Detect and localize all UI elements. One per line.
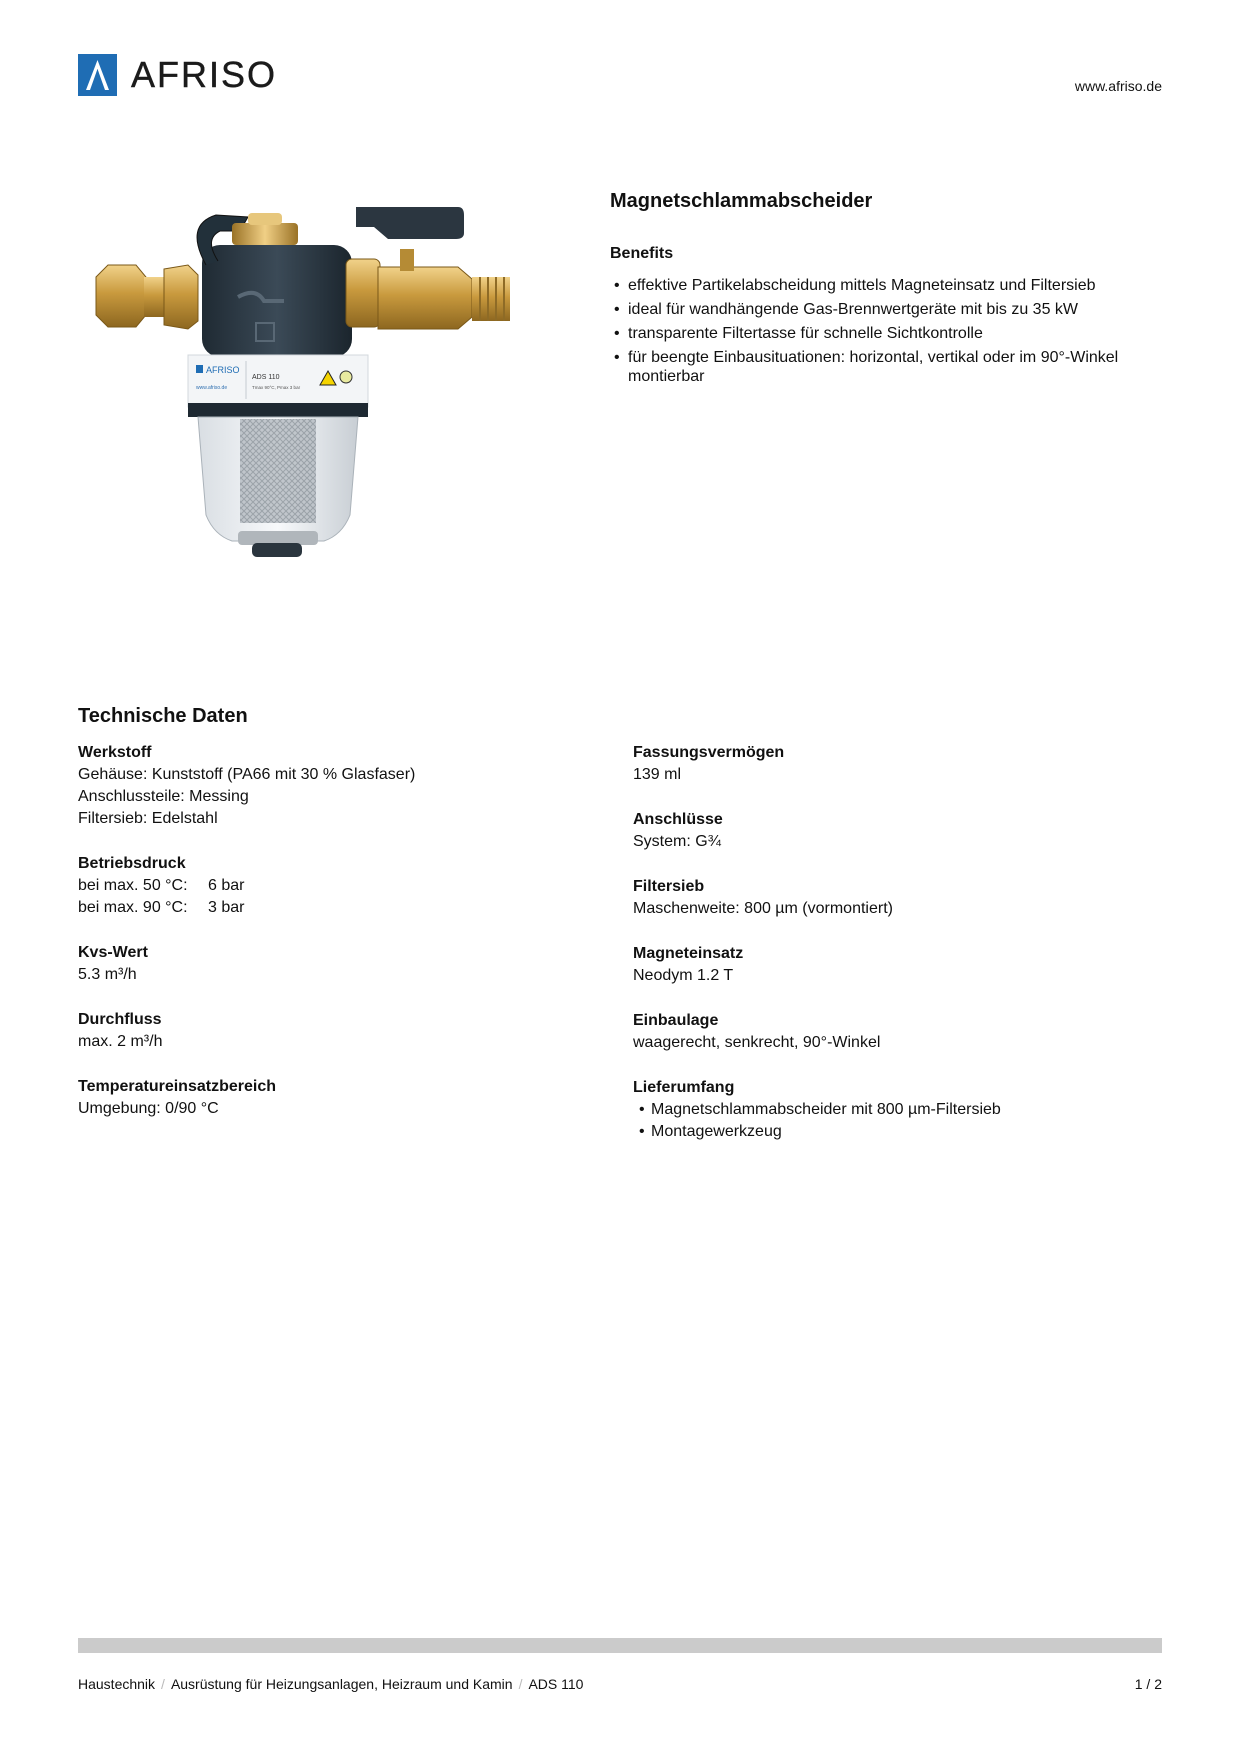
pressure-condition: bei max. 90 °C: (78, 899, 188, 916)
spec-label: Filtersieb (633, 878, 705, 895)
spec-value: Umgebung: 0/90 °C (78, 1100, 219, 1117)
spec-betriebsdruck (78, 853, 598, 919)
spec-value: 5.3 m³/h (78, 966, 137, 983)
spec-value: 139 ml (633, 766, 682, 783)
benefits-heading: Benefits (610, 245, 674, 262)
spec-label: Durchfluss (78, 1011, 162, 1028)
website-url[interactable]: www.afriso.de (1074, 78, 1162, 94)
spec-label: Lieferumfang (633, 1079, 735, 1096)
spec-value: max. 2 m³/h (78, 1033, 163, 1050)
photo-label-url: www.afriso.de (196, 385, 228, 391)
benefit-item: • transparente Filtertasse für schnelle Sichtkontrolle (610, 324, 1170, 343)
spec-filtersieb (633, 876, 1153, 920)
brand-logo (78, 54, 277, 96)
pressure-condition: bei max. 50 °C: (78, 877, 188, 894)
pressure-row (78, 897, 598, 919)
breadcrumb-item[interactable]: Haustechnik (78, 1676, 156, 1692)
breadcrumb-separator: / (518, 1676, 523, 1692)
spec-value: System: G¾ (633, 833, 722, 850)
product-title: Magnetschlammabscheider (610, 190, 873, 212)
spec-value: Filtersieb: Edelstahl (78, 810, 218, 827)
spec-durchfluss (78, 1009, 598, 1053)
product-photo (88, 205, 580, 627)
spec-label: Fassungsvermögen (633, 744, 785, 761)
benefit-item: • ideal für wandhängende Gas-Brennwertgeräte mit bis zu 35 kW (610, 300, 1170, 319)
pressure-value: 3 bar (208, 899, 245, 916)
benefit-item: • für beengte Einbausituationen: horizontal, vertikal oder im 90°-Winkel montierbar (610, 348, 1170, 386)
spec-label: Kvs-Wert (78, 944, 148, 961)
pressure-row (78, 875, 598, 897)
afriso-logo-icon (78, 54, 117, 96)
footer-divider-bar (78, 1638, 1162, 1653)
spec-lieferumfang (633, 1077, 1153, 1143)
breadcrumb (78, 1676, 583, 1692)
pressure-value: 6 bar (208, 877, 245, 894)
breadcrumb-item[interactable]: ADS 110 (528, 1676, 584, 1692)
breadcrumb-separator: / (161, 1676, 165, 1692)
spec-label: Betriebsdruck (78, 855, 186, 872)
technical-column-right (633, 742, 1153, 1166)
spec-label: Anschlüsse (633, 811, 723, 828)
spec-value: Gehäuse: Kunststoff (PA66 mit 30 % Glasfaser) (78, 766, 416, 783)
spec-magneteinsatz (633, 943, 1153, 987)
spec-value: waagerecht, senkrecht, 90°-Winkel (633, 1034, 881, 1051)
benefits-list (610, 276, 1170, 391)
breadcrumb-item[interactable]: Ausrüstung für Heizungsanlagen, Heizraum und Kamin (170, 1676, 513, 1692)
photo-label-model: ADS 110 (252, 374, 280, 381)
technical-data-title: Technische Daten (78, 705, 248, 727)
brand-name: AFRISO (131, 54, 278, 95)
photo-label-brand: AFRISO (206, 365, 240, 375)
delivery-list (633, 1099, 1153, 1143)
spec-value: Neodym 1.2 T (633, 967, 734, 984)
spec-einbaulage (633, 1010, 1153, 1054)
spec-werkstoff (78, 742, 598, 830)
benefit-item: • effektive Partikelabscheidung mittels Magneteinsatz und Filtersieb (610, 276, 1170, 295)
photo-label-spec: Tmax 90°C, Pmax 3 bar (252, 385, 301, 390)
spec-fassungsvermoegen (633, 742, 1153, 786)
spec-label: Magneteinsatz (633, 945, 744, 962)
spec-label: Einbaulage (633, 1012, 719, 1029)
spec-temperatur (78, 1076, 598, 1120)
spec-label: Werkstoff (78, 744, 152, 761)
delivery-item: • Magnetschlammabscheider mit 800 µm-Filtersieb (633, 1099, 1153, 1121)
spec-label: Temperatureinsatzbereich (78, 1078, 276, 1095)
spec-kvs (78, 942, 598, 986)
spec-value: Anschlussteile: Messing (78, 788, 249, 805)
technical-column-left (78, 742, 598, 1143)
delivery-item: • Montagewerkzeug (633, 1121, 1153, 1143)
spec-anschluesse (633, 809, 1153, 853)
spec-value: Maschenweite: 800 µm (vormontiert) (633, 900, 893, 917)
page-number: 1 / 2 (1134, 1676, 1162, 1692)
